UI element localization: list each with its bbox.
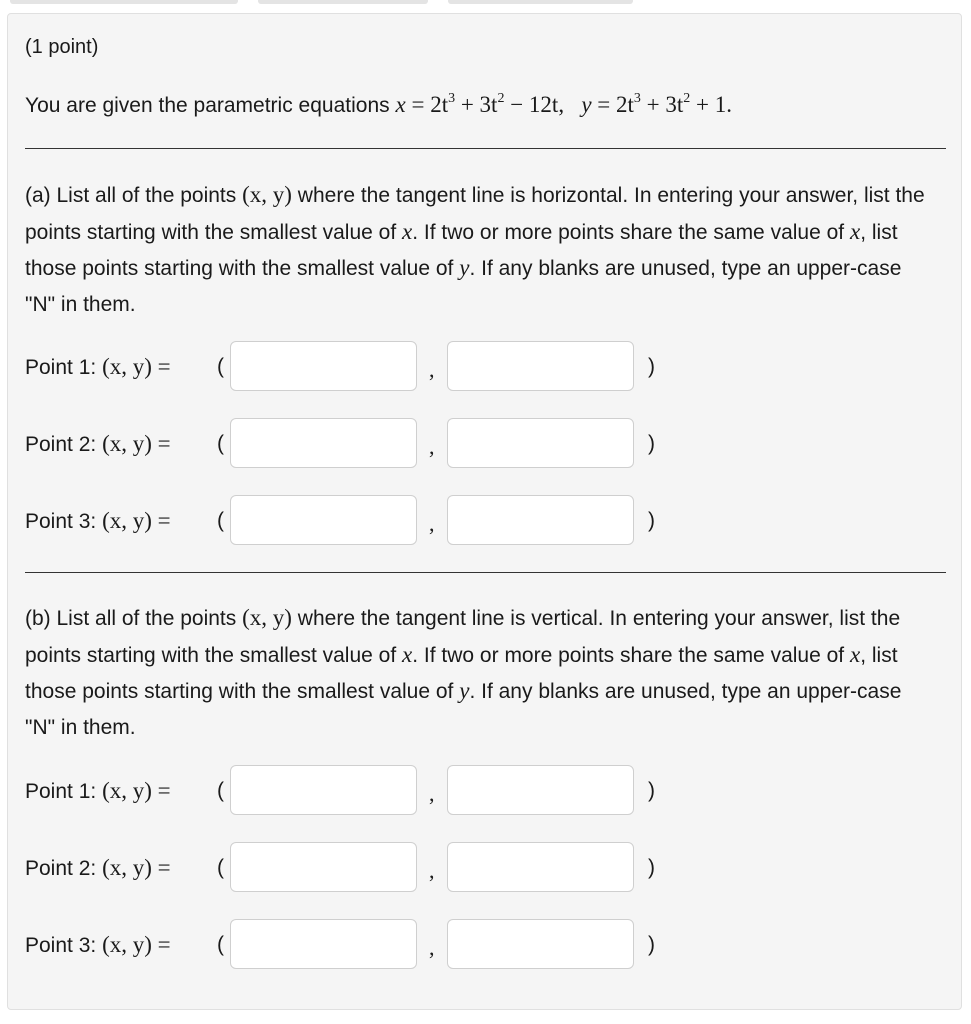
part-b-point-3-x-input[interactable]	[230, 919, 417, 969]
parametric-equations: $x = 2t^3 + 3t^2 - 12t$, $y = 2t^3 + 3t^2 + 1$.	[395, 91, 733, 117]
comma: ,	[429, 357, 435, 382]
point-value-label: (1 point)	[25, 36, 99, 58]
part-a-x-var-2: x	[849, 218, 861, 244]
part-a-text-1: (a) List all of the points	[25, 184, 237, 207]
intro-text: You are given the parametric equations	[25, 94, 390, 117]
part-a-x-var: x	[402, 218, 413, 244]
part-b-instructions	[25, 600, 935, 745]
eq-x-var: x	[395, 92, 406, 117]
eq-x-t3: 2t	[430, 92, 449, 117]
part-b-xy: (x, y)	[242, 605, 292, 630]
part-b-x-var-2: x	[849, 641, 861, 667]
close-paren: )	[648, 856, 655, 879]
part-b-point-2-row	[25, 842, 725, 894]
eq-x-exp2: 2	[497, 91, 505, 106]
part-a-instructions	[25, 177, 935, 322]
part-b-point-1-y-input[interactable]	[447, 765, 634, 815]
part-a-point-2-row	[25, 418, 725, 470]
eq-y-exp3: 3	[633, 91, 641, 106]
part-a-text-5: . If any blanks are unused, type an upper-case "N" in them.	[25, 257, 902, 316]
eq-x-t2: + 3t	[455, 92, 498, 117]
part-b-text-1: (b) List all of the points	[25, 607, 237, 630]
close-paren: )	[648, 355, 655, 378]
open-paren: (	[217, 509, 224, 532]
part-a-point-3-row	[25, 495, 725, 547]
part-b-x-var: x	[402, 641, 413, 667]
divider-2	[25, 572, 946, 573]
part-a-point-3-x-input[interactable]	[230, 495, 417, 545]
eq-y-exp2: 2	[683, 91, 691, 106]
comma: ,	[429, 935, 435, 960]
part-b-point-1-x-input[interactable]	[230, 765, 417, 815]
close-paren: )	[648, 933, 655, 956]
part-a-text-4: , list those points starting with the smallest value of	[25, 220, 898, 280]
point-label: Point 3: (x, y) =	[25, 932, 171, 957]
part-b-point-1-row	[25, 765, 725, 817]
eq-y-var: y	[581, 92, 592, 117]
part-b-text-3: . If two or more points share the same value of	[412, 643, 845, 667]
part-b-text-5: . If any blanks are unused, type an upper-case "N" in them.	[25, 680, 902, 739]
close-paren: )	[648, 509, 655, 532]
part-a-point-1-row	[25, 341, 725, 393]
top-tab-3[interactable]	[448, 0, 633, 4]
part-a-point-2-x-input[interactable]	[230, 418, 417, 468]
eq-x-rest: − 12t,	[504, 92, 565, 117]
eq-x-exp3: 3	[448, 91, 456, 106]
open-paren: (	[217, 933, 224, 956]
close-paren: )	[648, 779, 655, 802]
part-a-y-var: y	[459, 255, 470, 280]
part-b-point-3-y-input[interactable]	[447, 919, 634, 969]
point-label: Point 2: (x, y) =	[25, 855, 171, 880]
top-tab-2[interactable]	[258, 0, 428, 4]
open-paren: (	[217, 856, 224, 879]
open-paren: (	[217, 355, 224, 378]
part-b-point-2-x-input[interactable]	[230, 842, 417, 892]
point-label: Point 1: (x, y) =	[25, 354, 171, 379]
eq-y-rest: + 1.	[690, 92, 733, 117]
part-a-text-2: where the tangent line is horizontal. In entering your answer, list the points starting with the smallest value of	[25, 184, 925, 244]
divider-1	[25, 148, 946, 149]
part-b-y-var: y	[459, 678, 470, 703]
part-a-point-3-y-input[interactable]	[447, 495, 634, 545]
open-paren: (	[217, 779, 224, 802]
comma: ,	[429, 781, 435, 806]
open-paren: (	[217, 432, 224, 455]
top-tab-1[interactable]	[10, 0, 238, 4]
part-b-text-4: , list those points starting with the smallest value of	[25, 643, 898, 703]
comma: ,	[429, 511, 435, 536]
problem-intro	[25, 90, 732, 121]
comma: ,	[429, 434, 435, 459]
point-label: Point 2: (x, y) =	[25, 431, 171, 456]
part-a-text-3: . If two or more points share the same value of	[412, 220, 845, 244]
eq-y-t2: + 3t	[640, 92, 684, 117]
part-a-point-2-y-input[interactable]	[447, 418, 634, 468]
point-label: Point 3: (x, y) =	[25, 508, 171, 533]
part-a-point-1-x-input[interactable]	[230, 341, 417, 391]
part-a-point-1-y-input[interactable]	[447, 341, 634, 391]
part-b-point-3-row	[25, 919, 725, 971]
close-paren: )	[648, 432, 655, 455]
top-tab-strip	[0, 0, 971, 6]
point-label: Point 1: (x, y) =	[25, 778, 171, 803]
eq-y-t3: 2t	[616, 92, 634, 117]
part-b-point-2-y-input[interactable]	[447, 842, 634, 892]
part-b-text-2: where the tangent line is vertical. In entering your answer, list the points starting with the smallest value of	[25, 607, 901, 667]
part-a-xy: (x, y)	[242, 182, 292, 207]
comma: ,	[429, 858, 435, 883]
